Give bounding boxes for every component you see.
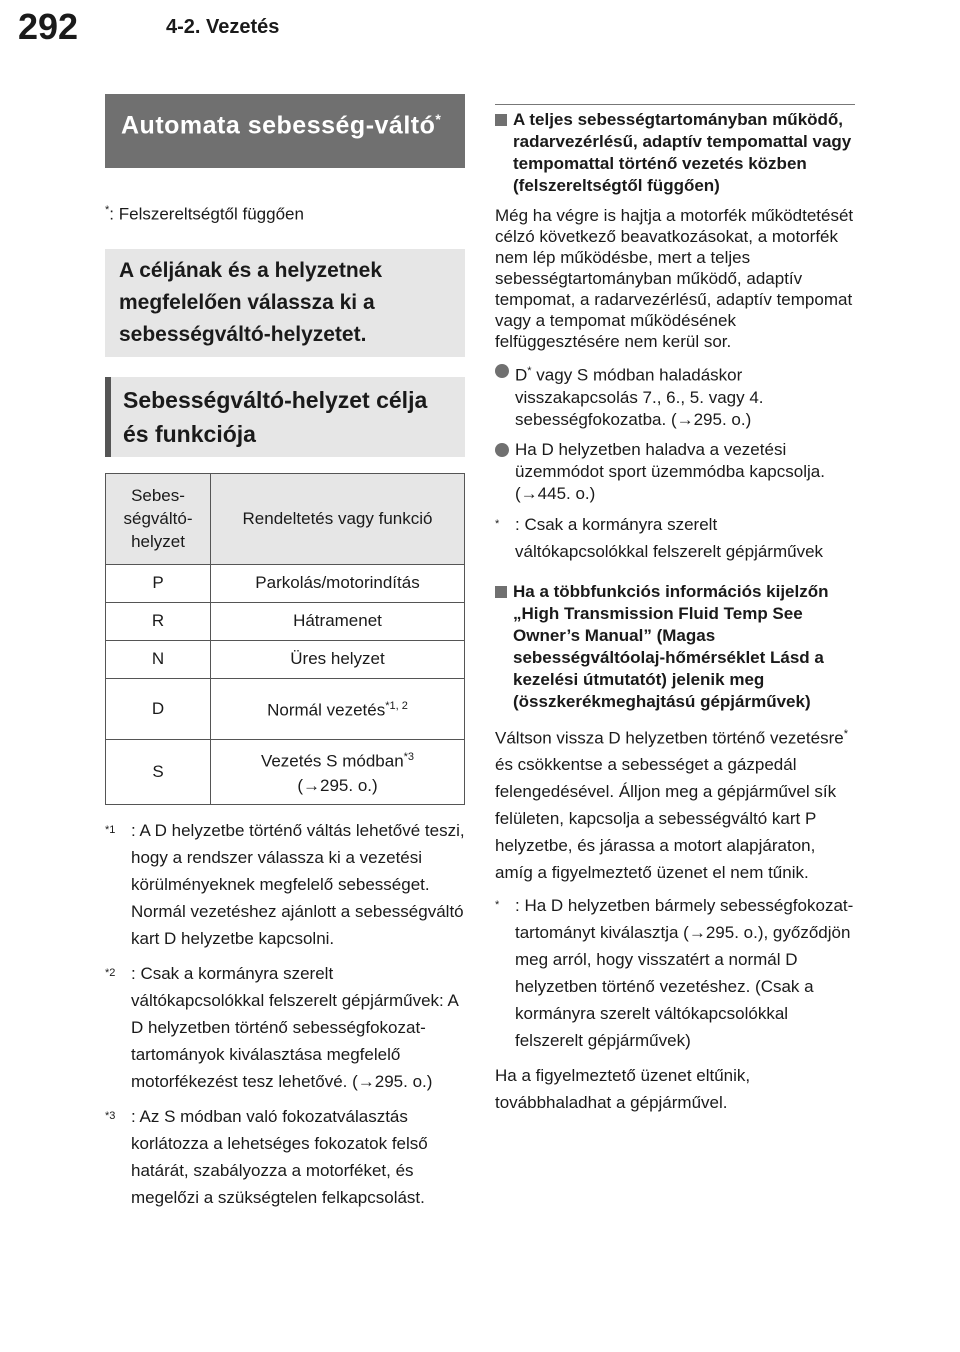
bullet-text: D* vagy S módban haladáskor visszakapcsolás 7., 6., 5. vagy 4. sebességfokozatba. (→295. o.) — [515, 365, 764, 429]
gear-function-reference: (→295. o.) — [297, 775, 378, 795]
gear-function: Hátramenet — [211, 602, 465, 640]
footnote-item — [105, 1103, 465, 1211]
gear-position: S — [106, 739, 211, 804]
square-bullet-icon — [495, 114, 507, 126]
footnote-mark: * — [495, 517, 500, 530]
footnote-mark: *2 — [105, 966, 116, 979]
gear-position: P — [106, 564, 211, 602]
heading-warning-text: Ha a többfunkciós információs kijelzőn „High Transmission Fluid Temp See Owner’s Manual” (Magas sebességváltóolaj-hőmérséklet Lásd a kezelési útmutatót) jelenik meg (összkerékmeghajtású gépjárművek) — [513, 581, 829, 711]
table-header-position: Sebes-ségváltó-helyzet — [106, 473, 211, 564]
page-header — [0, 0, 960, 68]
gear-function: Normál vezetés — [267, 700, 386, 720]
footnote-list — [105, 817, 465, 1211]
paragraph-continue: Ha a figyelmeztető üzenet eltűnik, továbbhaladhat a gépjárművel. — [495, 1066, 751, 1113]
gear-position: D — [106, 678, 211, 739]
chapter-title-mark: * — [435, 111, 442, 127]
table-header-function: Rendeltetés vagy funkció — [211, 473, 465, 564]
footnote-text: : Ha D helyzetben bármely sebességfokozat-tartományt kiválasztja (→295. o.), győződjön meg arról, hogy visszatért a normál D helyzetben történő vezetéshez. (Csak a kormányra szerelt váltókapcsolókkal felszerelt gépjárművek) — [515, 896, 854, 1051]
page-number: 292 — [18, 6, 79, 47]
paragraph-cruise: Még ha végre is hajtja a motorfék működtetését célzó következő beavatkozásokat, a motorfék nem lép működésbe, mert a teljes sebességtartományban működő, adaptív tempomat, a radarvezérlésű, adaptív tempomat vagy a tempomat működésének felfüggesztésére nem kerül sor. — [495, 206, 854, 351]
table-row — [106, 564, 465, 602]
footnote-text: : Az S módban való fokozatválasztás korlátozza a lehetséges fokozatok felső határát, szabályozza a motorféket, és megelőzi a szükségtelen felkapcsolást. — [131, 1106, 428, 1207]
gear-position: R — [106, 602, 211, 640]
gear-function-cell — [211, 678, 465, 739]
footnote-item — [495, 511, 855, 565]
table-row — [106, 602, 465, 640]
footnote-mark: *3 — [105, 1109, 116, 1122]
gear-position: N — [106, 640, 211, 678]
gear-function: Parkolás/motorindítás — [211, 564, 465, 602]
subheading: Sebességváltó-helyzet célja és funkciója — [105, 377, 465, 457]
title-footnote-mark: * — [105, 204, 110, 216]
bullet-item — [495, 439, 855, 505]
table-header-row — [106, 473, 465, 564]
chapter-title-text: Automata sebesség-váltó — [121, 111, 436, 140]
footnote-mark: * — [495, 899, 500, 912]
footnote-item — [495, 892, 855, 1054]
table-row — [106, 640, 465, 678]
heading-warning — [495, 581, 855, 713]
circle-bullet-icon — [495, 443, 509, 457]
bullet-item — [495, 360, 855, 431]
bullet-text: Ha D helyzetben haladva a vezetési üzemmódot sport üzemmódba kapcsolja. (→445. o.) — [515, 439, 825, 503]
gear-function: Vezetés S módban — [260, 751, 404, 771]
circle-bullet-icon — [495, 364, 509, 378]
footnote-mark: *1 — [105, 823, 116, 836]
gear-table — [105, 473, 465, 805]
paragraph-warning: Váltson vissza D helyzetben történő vezetésre* és csökkentse a sebességet a gázpedál felengedésével. Álljon meg a gépjárművel sík felületen, kapcsolja a sebességváltó kart P helyzetbe, és járassa a motort alapjáraton, amíg a figyelmeztető üzenet el nem tűnik. — [495, 727, 848, 883]
footnote-text: : Csak a kormányra szerelt váltókapcsolókkal felszerelt gépjárművek: A D helyzetben történő sebességfokozat-tartományok kiválasztása megfelelő motorfékezést tesz lehetővé. (→295. o.) — [131, 963, 458, 1091]
gear-function-cell — [211, 739, 465, 804]
gear-function-mark: *1, 2 — [385, 700, 408, 713]
table-row — [106, 678, 465, 739]
section-title: 4-2. Vezetés — [166, 16, 280, 38]
footnote-text: : A D helyzetbe történő váltás lehetővé teszi, hogy a rendszer válassza ki a vezetési körülményeknek megfelelő sebességet. Normál vezetéshez ajánlott a sebességváltó kart D helyzetbe kapcsolni. — [131, 820, 465, 948]
footnote-item — [105, 817, 465, 952]
footnote-item — [105, 960, 465, 1095]
gear-function: Üres helyzet — [211, 640, 465, 678]
heading-cruise — [495, 109, 855, 197]
footnote-text: : Csak a kormányra szerelt váltókapcsolókkal felszerelt gépjárművek — [515, 514, 824, 561]
table-row — [106, 739, 465, 804]
title-footnote-text: : Felszereltségtől függően — [109, 204, 304, 224]
summary-box: A céljának és a helyzetnek megfelelően válassza ki a sebességváltó-helyzetet. — [105, 249, 465, 357]
left-column — [105, 94, 465, 1211]
right-column — [495, 104, 855, 1116]
heading-cruise-text: A teljes sebességtartományban működő, radarvezérlésű, adaptív tempomattal vagy tempomattal történő vezetés közben (felszereltségtől függően) — [513, 110, 852, 195]
title-footnote — [105, 196, 465, 229]
divider — [495, 104, 855, 105]
gear-function-mark: *3 — [403, 751, 415, 764]
square-bullet-icon — [495, 586, 507, 598]
chapter-title — [105, 94, 465, 168]
